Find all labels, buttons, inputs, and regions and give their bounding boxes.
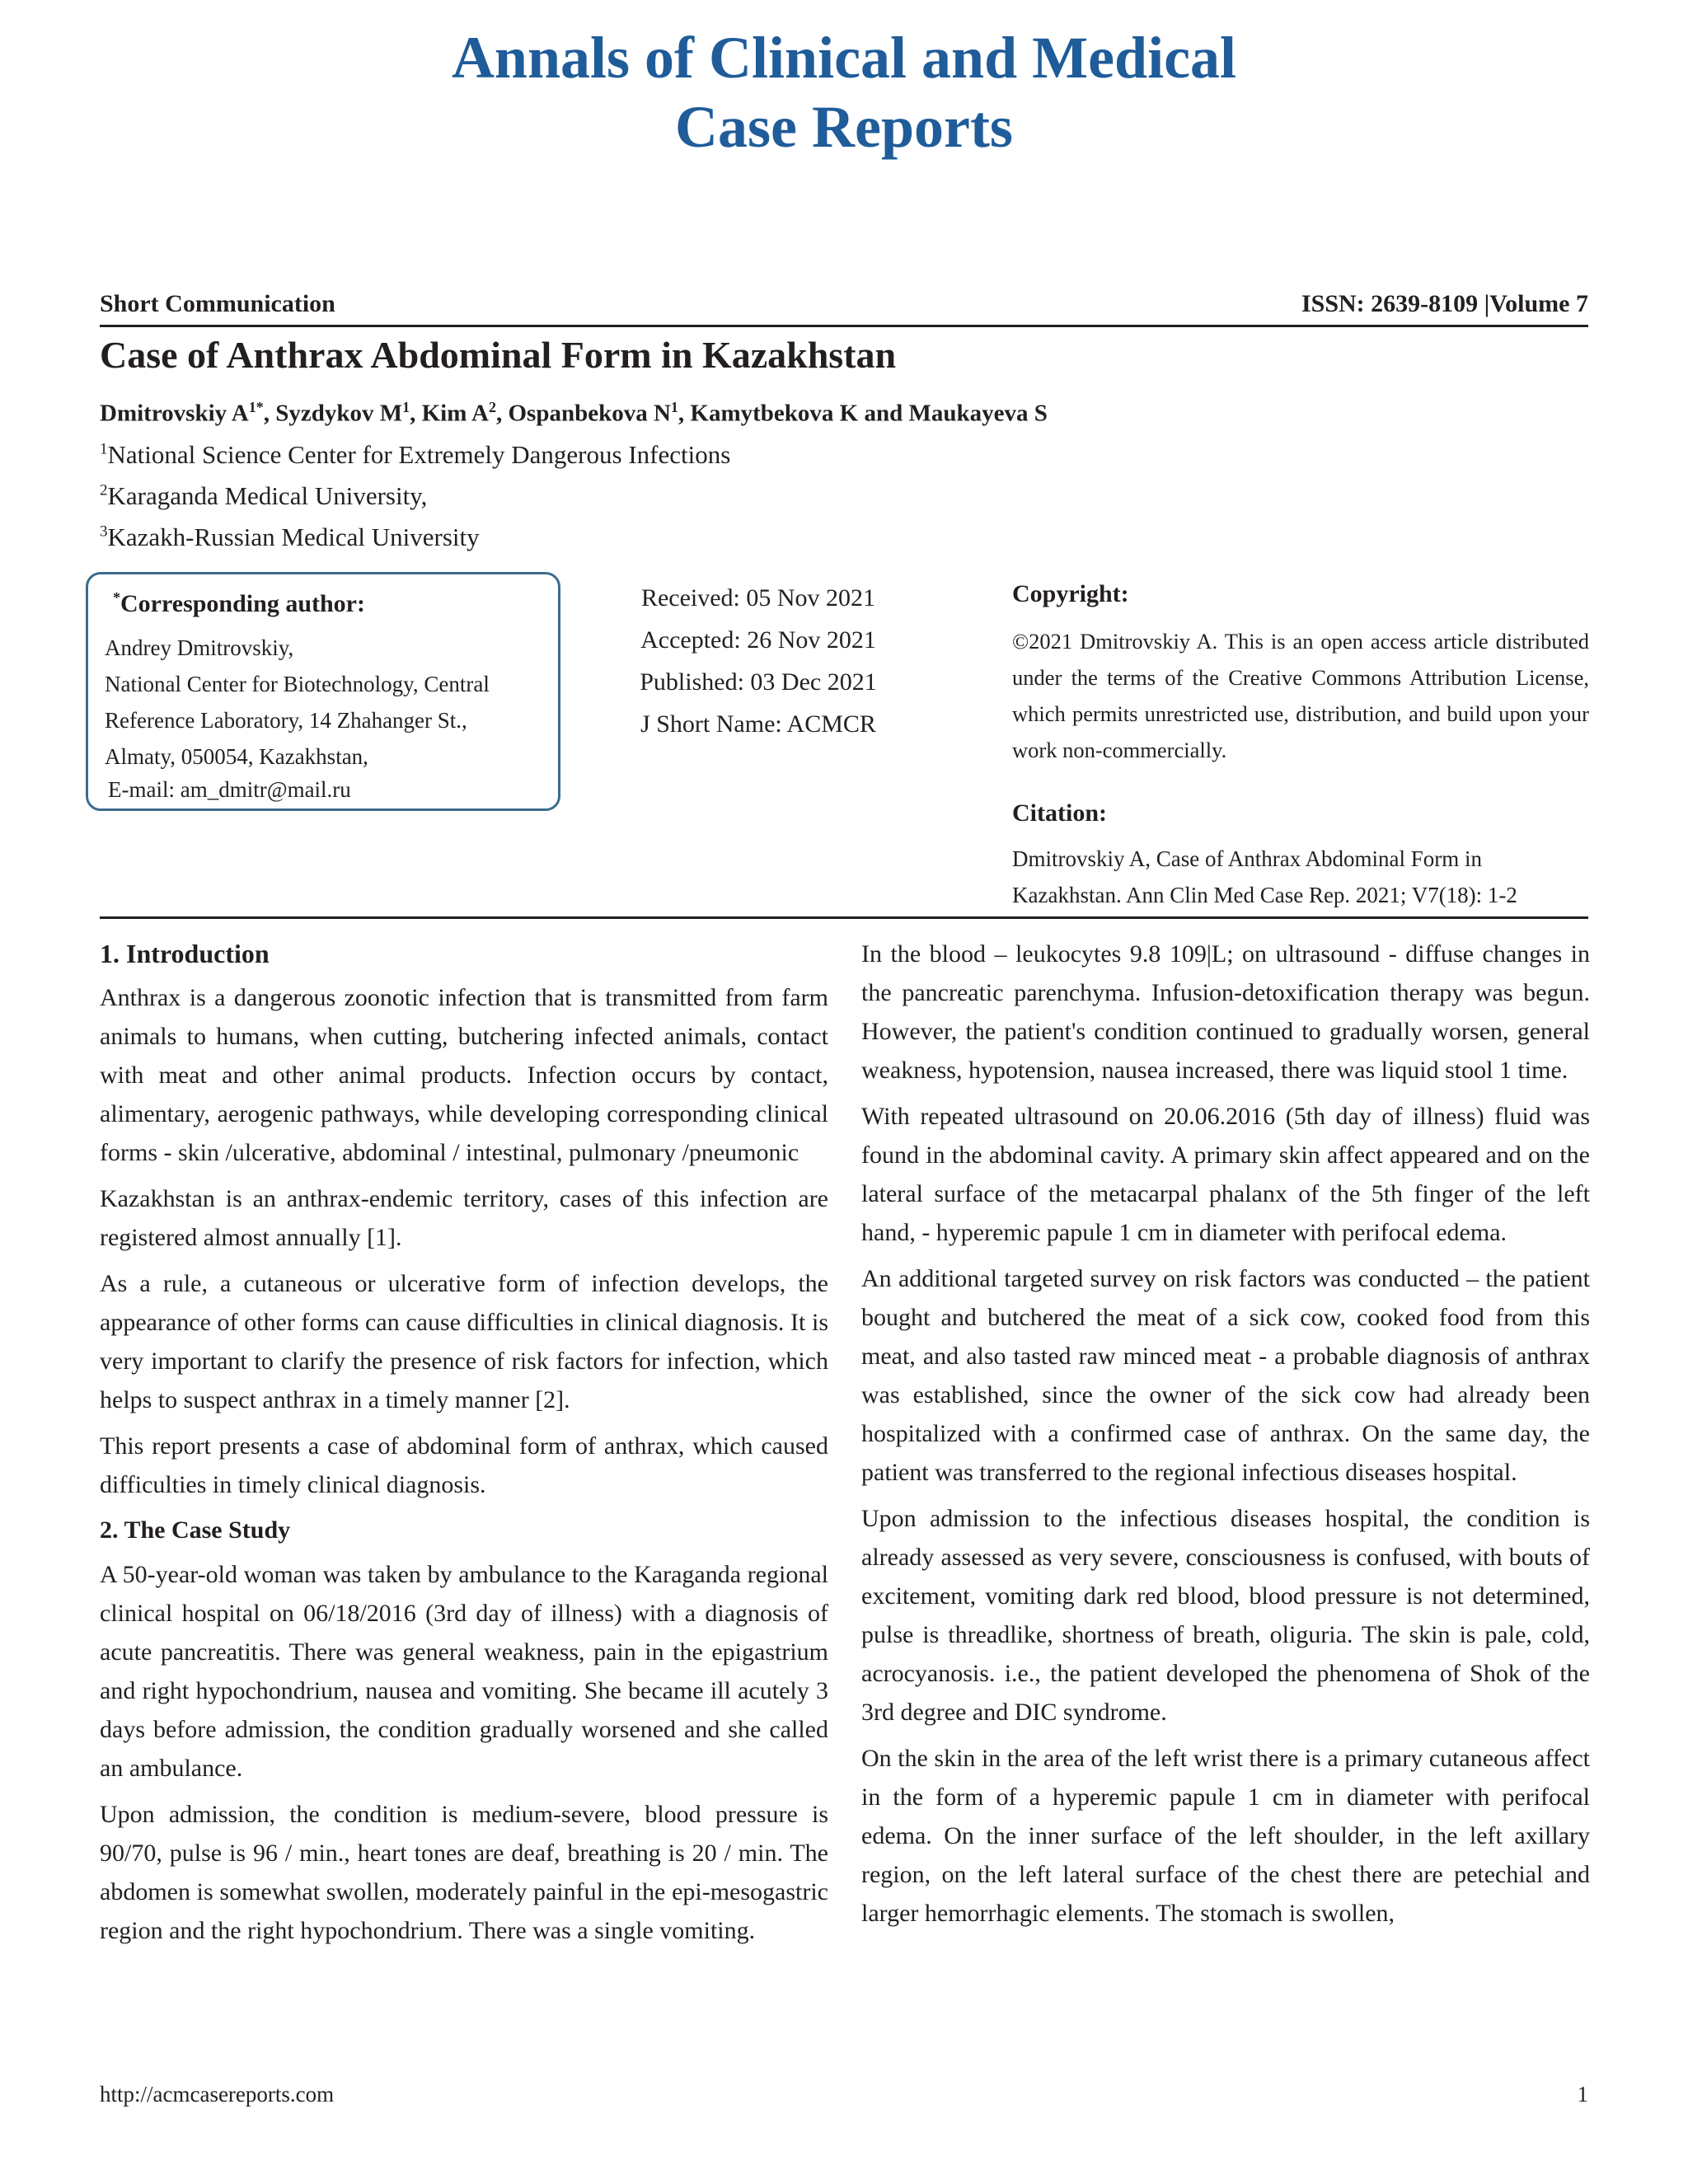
affiliation-1 [100,440,730,470]
paragraph: With repeated ultrasound on 20.06.2016 (5th day of illness) fluid was found in the abdominal cavity. A primary skin affect appeared and on the lateral surface of the metacarpal phalanx of the 5th finger of the left hand, - hyperemic papule 1 cm in diameter with perifocal edema. [861,1103,1590,1246]
citation-heading: Citation: [1012,799,1107,827]
corresponding-line: National Center for Biotechnology, Central [105,672,490,696]
author-name: Syzdykov M [275,400,403,427]
paragraph: This report presents a case of abdominal form of anthrax, which caused difficulties in timely clinical diagnosis. [100,1432,828,1498]
affiliation-sup: 2 [100,481,108,499]
affiliation-3 [100,523,480,552]
author-sup: 1* [248,399,264,415]
paragraph: Anthrax is a dangerous zoonotic infection that is transmitted from farm animals to humans, when cutting, butchering infected animals, contact with meat and other animal products. Infection occurs by contact, alimentary, aerogenic pathways, while developing corresponding clinical forms - skin /ulcerative, abdominal / intestinal, pulmonary /pneumonic [100,984,828,1166]
author-name: Kim A [421,400,489,427]
paragraph: Upon admission, the condition is medium-severe, blood pressure is 90/70, pulse is 96 / min., heart tones are deaf, breathing is 20 / min. The abdomen is somewhat swollen, moderately painful in the epi-mesogastric region and the right hypochondrium. There was a single vomiting. [100,1801,828,1944]
corresponding-email: E-mail: am_dmitr@mail.ru [108,777,351,802]
author-list [100,399,1048,428]
author-name: Kamytbekova K and Maukayeva S [690,400,1048,427]
paragraph: In the blood – leukocytes 9.8 109|L; on ultrasound - diffuse changes in the pancreatic parenchyma. Infusion-detoxification therapy was begun. However, the patient's condition continued to gradually worsen, general weakness, hypotension, nausea increased, there was liquid stool 1 time. [861,940,1590,1084]
received-date: Received: 05 Nov 2021 [640,584,876,612]
case-study-heading: 2. The Case Study [100,1516,291,1544]
section-rule [100,916,1588,919]
copyright-text: ©2021 Dmitrovskiy A. This is an open access article distributed under the terms of the Creative Commons Attribution License, which permits unrestricted use, distribution, and build upon your work non-commercially. [1012,629,1589,762]
paragraph: Kazakhstan is an anthrax-endemic territory, cases of this infection are registered almost annually [1]. [100,1185,828,1251]
author-name: Ospanbekova N [508,400,671,427]
journal-title-line-2: Case Reports [675,94,1013,160]
accepted-date: Accepted: 26 Nov 2021 [640,626,876,654]
paragraph: As a rule, a cutaneous or ulcerative form of infection develops, the appearance of other forms can cause difficulties in clinical diagnosis. It is very important to clarify the presence of risk factors for infection, which helps to suspect anthrax in a timely manner [2]. [100,1270,828,1413]
corresponding-line: Andrey Dmitrovskiy, [105,635,294,660]
author-sup: 2 [489,399,496,415]
paragraph: An additional targeted survey on risk factors was conducted – the patient bought and butchered the meat of a sick cow, cooked food from this meat, and also tasted raw minced meat - a probable diagnosis of anthrax was established, since the owner of the sick cow had already been hospitalized with a confirmed case of anthrax. On the same day, the patient was transferred to the regional infectious diseases hospital. [861,1265,1590,1486]
affiliation-sup: 1 [100,440,108,458]
article-type-label: Short Communication [100,290,335,317]
affiliation-text: National Science Center for Extremely Dangerous Infections [107,440,731,469]
issn-volume: ISSN: 2639-8109 |Volume 7 [1301,290,1588,317]
published-date: Published: 03 Dec 2021 [640,668,877,696]
corresponding-author-box [86,572,560,811]
header-rule [100,325,1588,327]
affiliation-sup: 3 [100,523,108,541]
paragraph: Upon admission to the infectious diseases hospital, the condition is already assessed as very severe, consciousness is confused, with bouts of excitement, vomiting dark red blood, blood pressure is not determined, pulse is threadlike, shortness of breath, oliguria. The skin is pale, cold, acrocyanosis. i.e., the patient developed the phenomena of Shok of the 3rd degree and DIC syndrome. [861,1505,1590,1726]
paragraph: A 50-year-old woman was taken by ambulance to the Karaganda regional clinical hospital on 06/18/2016 (3rd day of illness) with a diagnosis of acute pancreatitis. There was general weakness, pain in the epigastrium and right hypochondrium, nausea and vomiting. She became ill acutely 3 days before admission, the condition gradually worsened and she called an ambulance. [100,1561,828,1782]
affiliation-text: Kazakh-Russian Medical University [107,523,480,551]
corresponding-line: Reference Laboratory, 14 Zhahanger St., [105,708,467,733]
journal-title-line-1: Annals of Clinical and Medical [451,25,1237,91]
corresponding-line: Almaty, 050054, Kazakhstan, [105,744,368,769]
author-sep: , [496,400,509,427]
article-title: Case of Anthrax Abdominal Form in Kazakhstan [100,334,897,376]
introduction-heading: 1. Introduction [100,939,270,968]
citation-text: Dmitrovskiy A, Case of Anthrax Abdominal Form in Kazakhstan. Ann Clin Med Case Rep. 2021; V7(18): 1-2 [1012,846,1517,907]
author-sep: , [263,400,276,427]
copyright-heading: Copyright: [1012,580,1129,607]
author-name: Dmitrovskiy A [100,400,249,427]
left-column [100,935,828,1957]
corresponding-heading-text: Corresponding author: [120,590,365,617]
journal-title [0,23,1688,162]
footer-url[interactable]: http://acmcasereports.com [100,2082,335,2107]
author-sep: , [410,400,422,427]
right-column [861,935,1590,1940]
author-sup: 1 [670,399,678,415]
affiliation-2 [100,481,427,511]
author-sep: , [678,400,691,427]
journal-short-name: J Short Name: ACMCR [640,710,876,738]
author-sup: 1 [402,399,410,415]
article-dates [618,577,898,745]
paragraph: On the skin in the area of the left wrist there is a primary cutaneous affect in the form of a hyperemic papule 1 cm in diameter with perifocal edema. On the inner surface of the left shoulder, in the left axillary region, on the left lateral surface of the chest there are petechial and larger hemorrhagic elements. The stomach is swollen, [861,1745,1590,1927]
corresponding-star: * [113,589,120,606]
page-number: 1 [1577,2082,1588,2107]
corresponding-author-heading [113,589,365,618]
affiliation-text: Karaganda Medical University, [107,481,428,510]
